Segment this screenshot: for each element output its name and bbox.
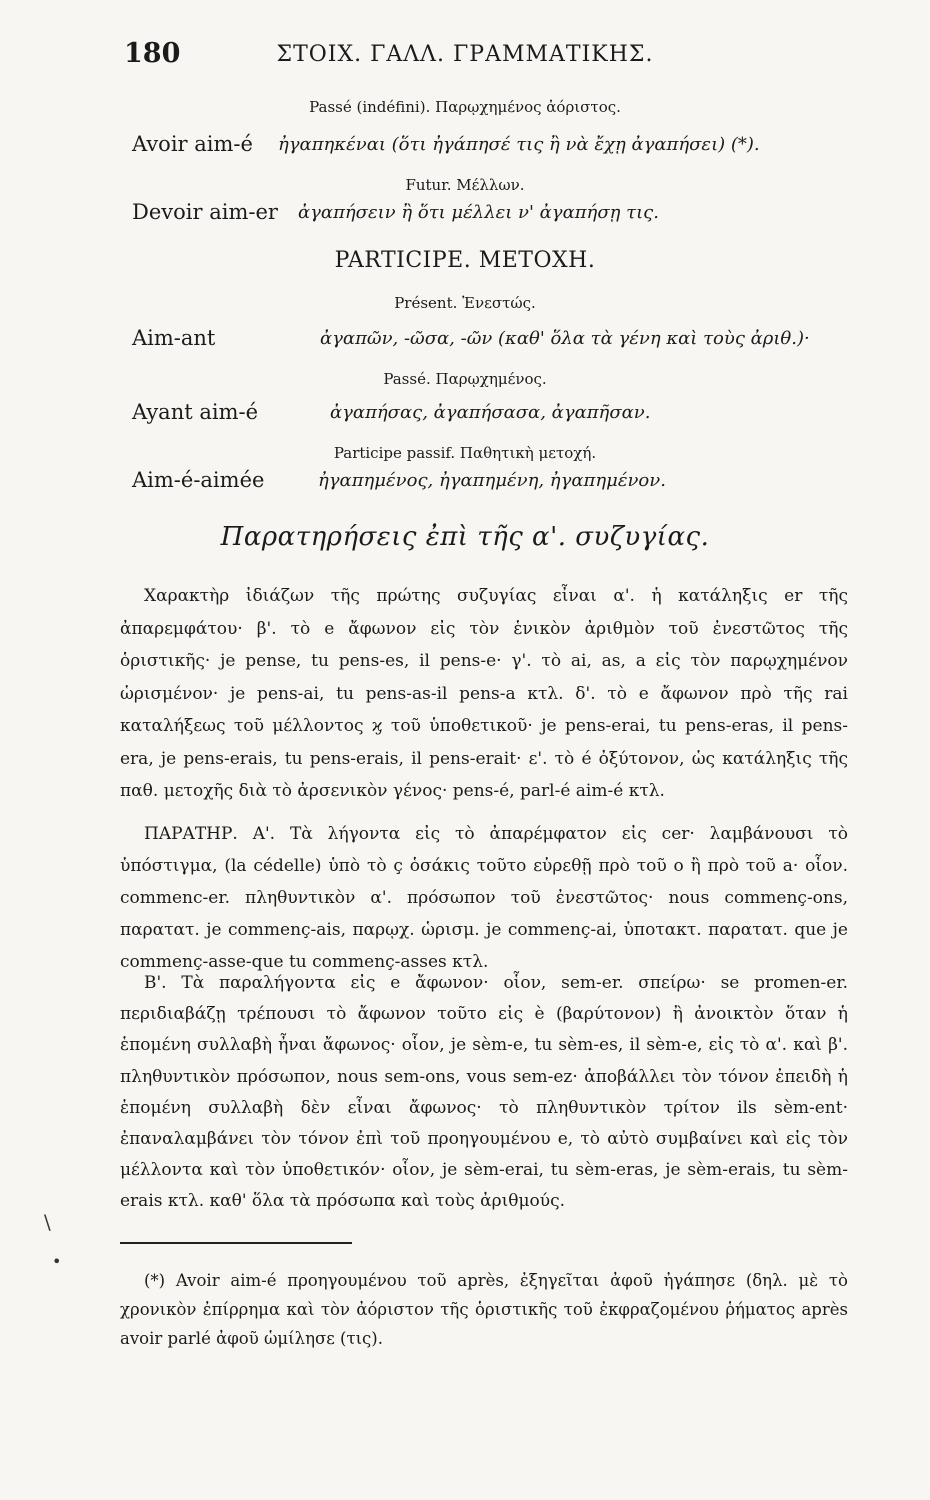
avoir-aime-form: Avoir aim-é: [132, 132, 253, 156]
avoir-aime-translation: ἠγαπηκέναι (ὅτι ἠγάπησέ τις ἢ νὰ ἔχῃ ἀγαπήσει) (*).: [278, 134, 760, 155]
futur-label: Futur. Μέλλων.: [405, 176, 525, 194]
observation-paragraph-1: [120, 580, 848, 808]
observation-paragraph-1-text: Χαρακτὴρ ἰδιάζων τῆς πρώτης συζυγίας εἶναι α'. ἡ κατάληξις er τῆς ἀπαρεμφάτου· β'. τὸ e ἄφωνον εἰς τὸν ἑνικὸν ἀριθμὸν τοῦ ἐνεστῶτος τῆς ὁριστικῆς· je pense, tu pens-es, il pens-e· γ'. τὸ ai, as, a εἰς τὸν παρῳχημένον ὡρισμένον· je pens-ai, tu pens-as-il pens-a κτλ. δ'. τὸ e ἄφωνον πρὸ τῆς rai καταλήξεως τοῦ μέλλοντος ϗ τοῦ ὑποθετικοῦ· je pens-erai, tu pens-eras, il pens-era, je pens-erais, tu pens-erais, il pens-erait· ε'. τὸ é ὀξύτονον, ὡς κατάληξις τῆς παθ. μετοχῆς διὰ τὸ ἀρσενικὸν γένος· pens-é, parl-é aim-é κτλ.: [120, 586, 848, 801]
present-label: Présent. Ἐνεστώς.: [394, 294, 536, 312]
aime-aimee-translation: ἠγαπημένος, ἠγαπημένη, ἠγαπημένον.: [318, 470, 666, 491]
running-head: ΣΤΟΙΧ. ΓΑΛΛ. ΓΡΑΜΜΑΤΙΚΗΣ.: [276, 42, 654, 67]
participe-passif-label: Participe passif. Παθητικὴ μετοχή.: [333, 444, 597, 462]
observations-title: Παρατηρήσεις ἐπὶ τῆς α'. συζυγίας.: [220, 522, 710, 552]
ayant-aime-translation: ἀγαπήσας, ἀγαπήσασα, ἀγαπῆσαν.: [330, 402, 651, 423]
passe-label: Passé. Παρῳχημένος.: [383, 370, 547, 388]
margin-bullet-mark: •: [52, 1252, 62, 1271]
participe-heading: PARTICIPE. ΜΕΤΟΧΗ.: [334, 248, 596, 273]
observation-paragraph-3-text: Β'. Τὰ παραλήγοντα εἰς e ἄφωνον· οἷον, sem-er. σπείρω· se promen-er. περιδιαβάζῃ τρέπουσι τὸ ἄφωνον τοῦτο εἰς è (βαρύτονον) ἢ ἀνοικτὸν ὅταν ἡ ἑπομένη συλλαβὴ ἦναι ἄφωνος· οἷον, je sèm-e, tu sèm-es, il sèm-e, εἰς τὸ α'. καὶ β'. πληθυντικὸν πρόσωπον, nous sem-ons, vous sem-ez· ἀποβάλλει τὸν τόνον ἐπειδὴ ἡ ἑπομένη συλλαβὴ δὲν εἶναι ἄφωνος· τὸ πληθυντικὸν τρίτον ils sèm-ent· ἐπαναλαμβάνει τὸν τόνον ἐπὶ τοῦ προηγουμένου e, τὸ αὐτὸ συμβαίνει καὶ εἰς τὸν μέλλοντα καὶ τὸν ὑποθετικόν· οἷον, je sèm-erai, tu sèm-eras, je sèm-erais, tu sèm-erais κτλ. καθ' ὅλα τὰ πρόσωπα καὶ τοὺς ἀριθμούς.: [120, 973, 848, 1212]
footnote-rule: [120, 1242, 352, 1244]
observation-paragraph-2: [120, 818, 848, 978]
passe-indefini-label: Passé (indéfini). Παρῳχημένος ἀόριστος.: [309, 98, 621, 116]
ayant-aime-form: Ayant aim-é: [132, 400, 259, 424]
aime-aimee-form: Aim-é-aimée: [132, 468, 265, 492]
aimant-translation: ἀγαπῶν, -ῶσα, -ῶν (καθ' ὅλα τὰ γένη καὶ τοὺς ἀριθ.)·: [320, 328, 810, 349]
observation-paragraph-3: [120, 968, 848, 1218]
margin-backslash-mark: \: [44, 1210, 51, 1234]
footnote-text: (*) Avoir aim-é προηγουμένου τοῦ après, ἐξηγεῖται ἀφοῦ ἠγάπησε (δηλ. μὲ τὸ χρονικὸν ἐπίρρημα καὶ τὸν ἀόριστον τῆς ὁριστικῆς τοῦ ἐκφραζομένου ῥήματος après avoir parlé ἀφοῦ ὡμίλησε (τις).: [120, 1271, 848, 1348]
devoir-aimer-form: Devoir aim-er: [132, 200, 278, 224]
page-number: 180: [124, 38, 181, 69]
footnote: [120, 1266, 848, 1353]
aimant-form: Aim-ant: [132, 326, 216, 350]
devoir-aimer-translation: ἀγαπήσειν ἢ ὅτι μέλλει ν' ἀγαπήσῃ τις.: [298, 202, 659, 223]
observation-paragraph-2-text: ΠΑΡΑΤΗΡ. Α'. Τὰ λήγοντα εἰς τὸ ἀπαρέμφατον εἰς cer· λαμβάνουσι τὸ ὑπόστιγμα, (la cédelle) ὑπὸ τὸ ç ὁσάκις τοῦτο εὑρεθῇ πρὸ τοῦ o ἢ πρὸ τοῦ a· οἷον. commenc-er. πληθυντικὸν α'. πρόσωπον τοῦ ἐνεστῶτος· nous commenç-ons, παρατατ. je commenç-ais, παρῳχ. ὡρισμ. je commenç-ai, ὑποτακτ. παρατατ. que je commenç-asse-que tu commenç-asses κτλ.: [120, 824, 848, 972]
